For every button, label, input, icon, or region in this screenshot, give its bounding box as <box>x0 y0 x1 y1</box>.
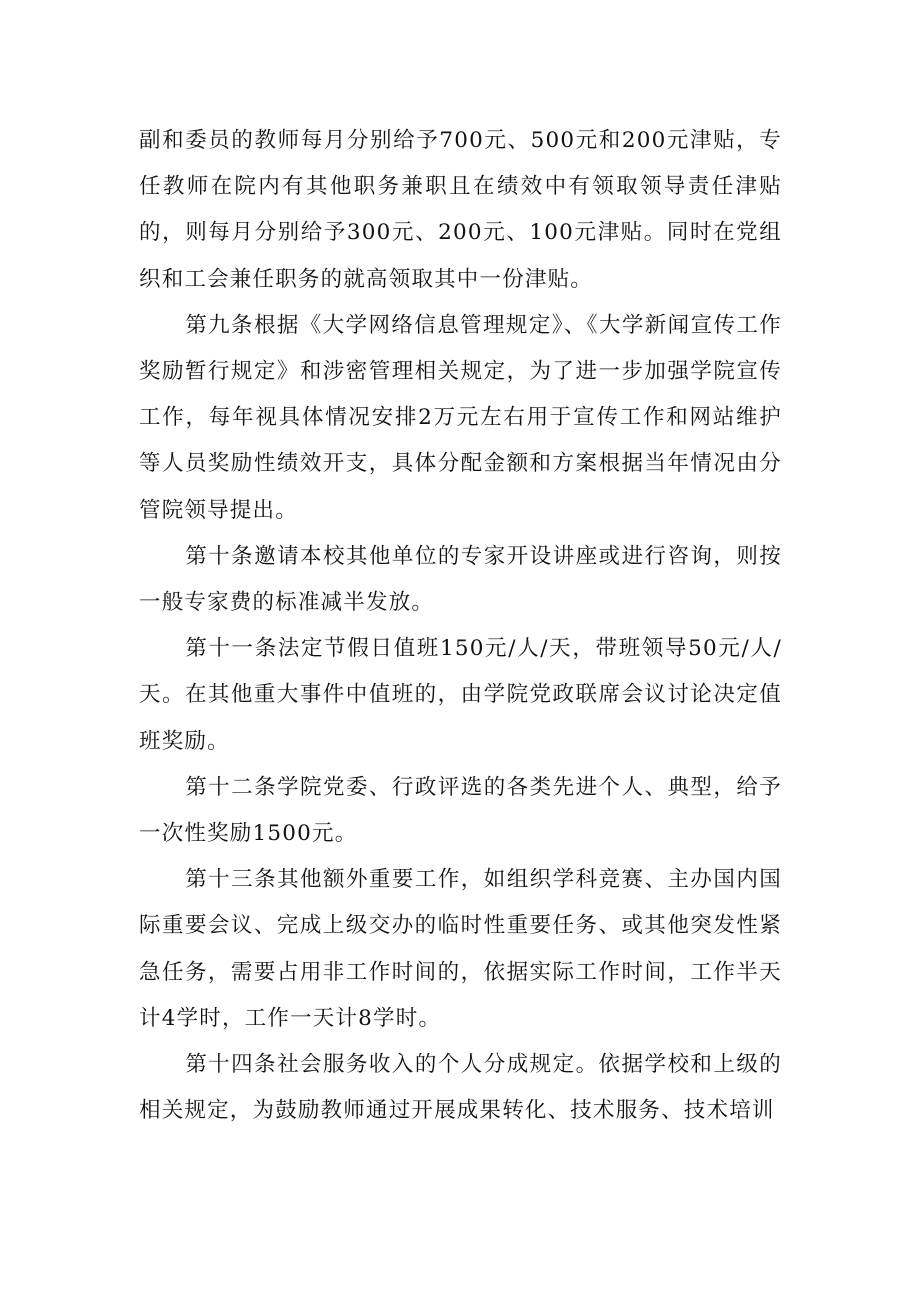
paragraph-article-12: 第十二条学院党委、行政评选的各类先进个人、典型，给予一次性奖励1500元。 <box>139 774 782 847</box>
paragraph-article-13: 第十三条其他额外重要工作，如组织学科竞赛、主办国内国际重要会议、完成上级交办的临时性重要任务、或其他突发性紧急任务，需要占用非工作时间的，依据实际工作时间，工作半天计4学时，工作一天计8学时。 <box>139 867 782 1031</box>
paragraph-continuation: 副和委员的教师每月分别给予700元、500元和200元津贴，专任教师在院内有其他职务兼职且在绩效中有领取领导责任津贴的，则每月分别给予300元、200元、100元津贴。同时在党组织和工会兼任职务的就高领取其中一份津贴。 <box>139 128 782 292</box>
paragraph-article-11: 第十一条法定节假日值班150元/人/天，带班领导50元/人/天。在其他重大事件中值班的，由学院党政联席会议讨论决定值班奖励。 <box>139 636 782 754</box>
paragraph-article-9: 第九条根据《大学网络信息管理规定》、《大学新闻宣传工作奖励暂行规定》和涉密管理相关规定，为了进一步加强学院宣传工作，每年视具体情况安排2万元左右用于宣传工作和网站维护等人员奖励性绩效开支，具体分配金额和方案根据当年情况由分管院领导提出。 <box>139 312 782 523</box>
paragraph-article-14: 第十四条社会服务收入的个人分成规定。依据学校和上级的相关规定，为鼓励教师通过开展成果转化、技术服务、技术培训 <box>139 1052 782 1124</box>
paragraph-article-10: 第十条邀请本校其他单位的专家开设讲座或进行咨询，则按一般专家费的标准减半发放。 <box>139 543 782 616</box>
document-body <box>139 118 782 1134</box>
